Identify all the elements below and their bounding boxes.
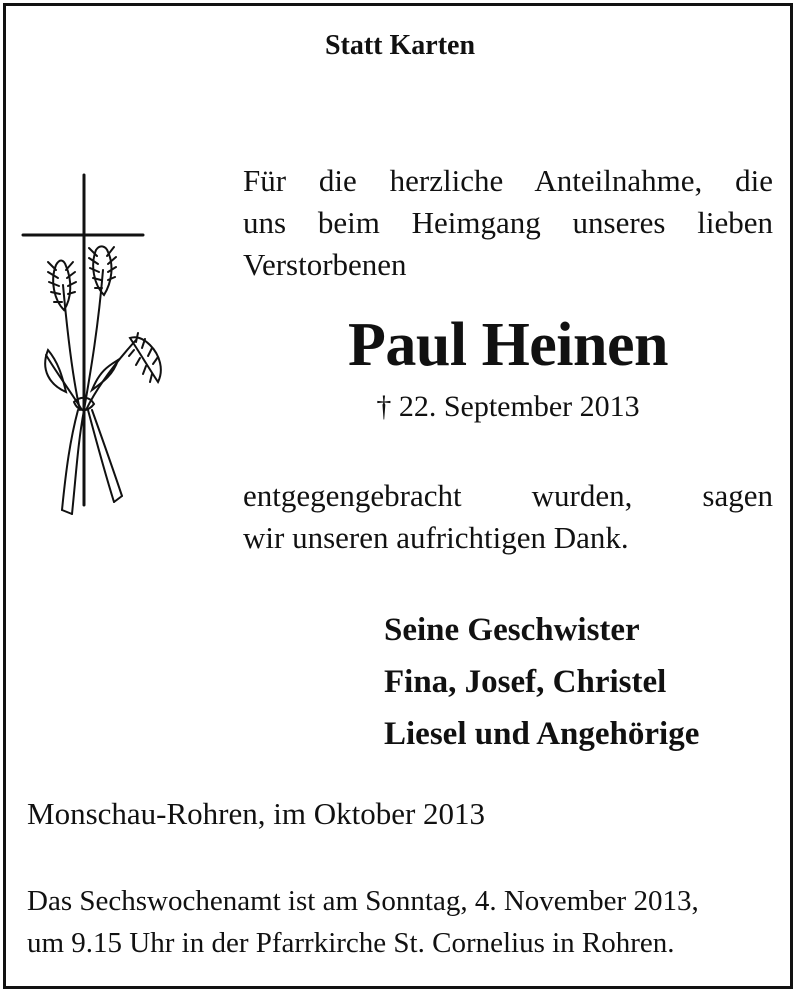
death-date: † 22. September 2013	[376, 390, 640, 423]
cross-with-wheat-icon	[18, 170, 168, 540]
service-line: Das Sechswochenamt ist am Sonntag, 4. November 2013,	[27, 885, 699, 917]
notice-heading: Statt Karten	[324, 30, 476, 61]
intro-text	[243, 160, 773, 286]
signer-line: Fina, Josef, Christel	[384, 664, 667, 700]
service-info	[27, 880, 775, 964]
intro-line: uns beim Heimgang unseres lieben	[243, 205, 773, 240]
intro-line: Für die herzliche Anteilnahme, die	[243, 163, 773, 198]
deceased-name: Paul Heinen	[347, 311, 669, 379]
thanks-text	[243, 475, 773, 559]
signers-block	[384, 604, 784, 760]
thanks-line: entgegengebracht wurden, sagen	[243, 478, 773, 513]
signer-line: Liesel und Angehörige	[384, 716, 700, 752]
signer-line: Seine Geschwister	[384, 612, 640, 648]
intro-line: Verstorbenen	[243, 247, 407, 282]
place-date: Monschau-Rohren, im Oktober 2013	[27, 796, 486, 831]
service-line: um 9.15 Uhr in der Pfarrkirche St. Cornelius in Rohren.	[27, 927, 675, 959]
thanks-line: wir unseren aufrichtigen Dank.	[243, 520, 629, 555]
